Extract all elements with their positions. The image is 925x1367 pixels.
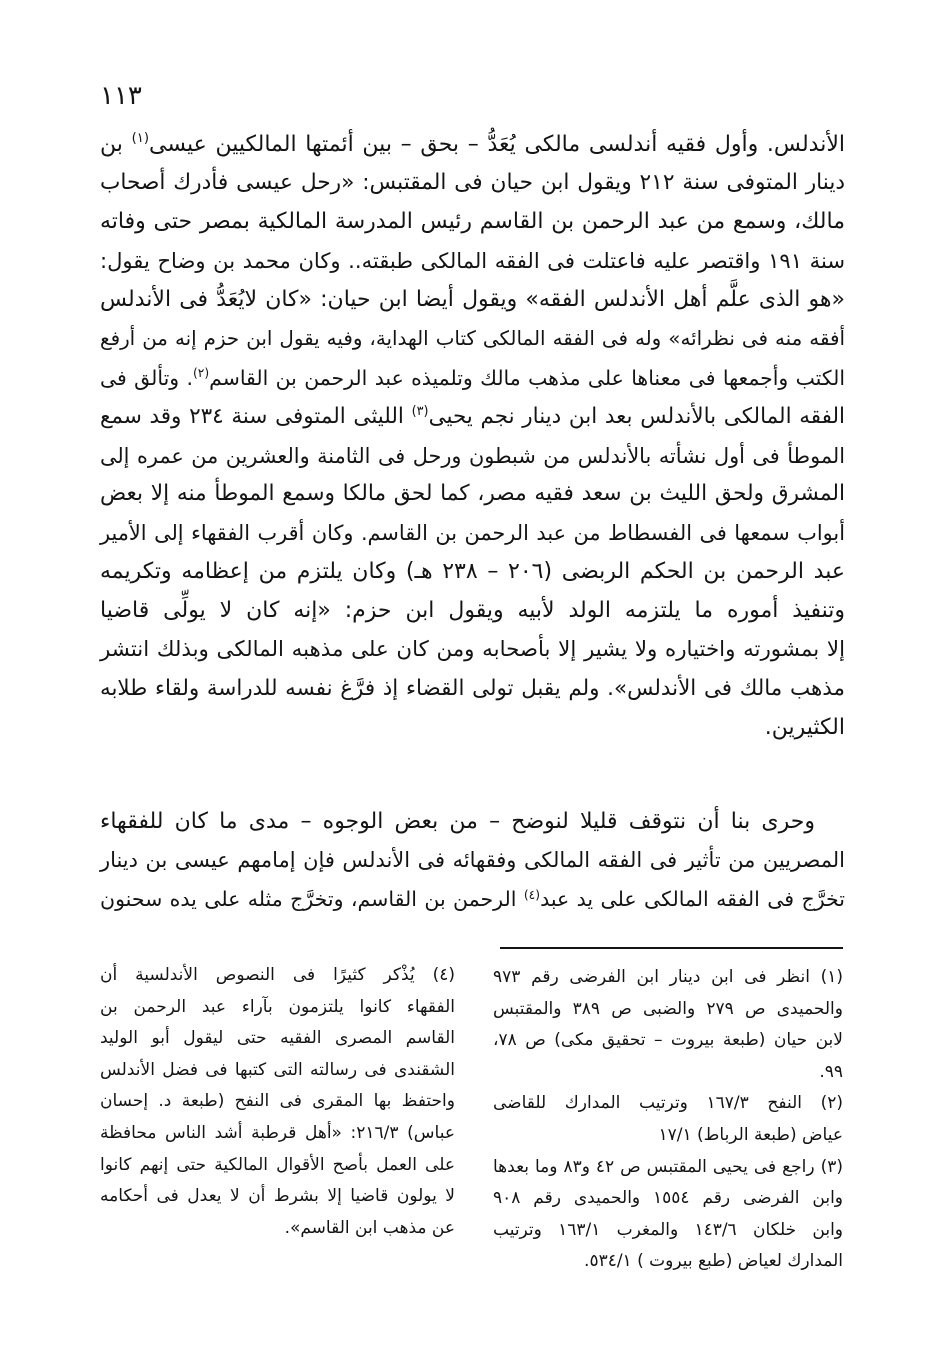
- text-line: [493, 1183, 843, 1215]
- text-run: عبد الرحمن بن الحكم الربضى (٢٠٦ – ٢٣٨ هـ) وكان يلتزم من إعظامه وتكريمه: [100, 559, 845, 585]
- text-line: [100, 203, 845, 242]
- text-run: سنة ١٩١ واقتصر عليه فاعتلت فى الفقه المالكى طبقته.. وكان محمد بن وضاح يقول:: [100, 248, 845, 274]
- text-run: الكثيرين.: [764, 714, 845, 740]
- text-line: [493, 994, 843, 1026]
- text-line: [493, 1025, 843, 1057]
- text-run: «هو الذى علَّم أهل الأندلس الفقه» ويقول أيضا ابن حيان: «كان لايُعَدُّ فى الأندلس: [100, 287, 845, 313]
- text-line: [100, 1213, 455, 1245]
- text-run: الكتب وأجمعها فى معناها على مذهب مالك وتلميذه عبد الرحمن بن القاسم: [209, 365, 845, 390]
- footnote: [493, 1088, 843, 1151]
- text-line: [100, 1086, 455, 1118]
- text-run: (١) انظر فى ابن دينار ابن الفرضى رقم ٩٧٣: [493, 967, 843, 987]
- text-run: القاسم المصرى الفقيه حتى ليقول أبو الوليد: [100, 1028, 455, 1049]
- text-line: [100, 1150, 455, 1182]
- text-line: [100, 398, 845, 437]
- text-run: تخرَّج فى الفقه المالكى على يد عبد: [540, 887, 845, 912]
- text-line: [100, 126, 845, 165]
- footnote-reference: (٣): [411, 403, 429, 419]
- text-line: [100, 359, 845, 398]
- text-line: [100, 553, 845, 592]
- text-run: والحميدى ص ٢٧٩ والضبى ص ٣٨٩ والمقتبس: [493, 998, 843, 1019]
- page-number: ١١٣: [100, 81, 142, 111]
- text-line: [100, 670, 845, 709]
- text-run: عياض (طبعة الرباط) ١٧/١: [658, 1124, 843, 1145]
- text-run: مالك، وسمع من عبد الرحمن بن القاسم رئيس المدرسة المالكية بمصر حتى وفاته: [100, 209, 845, 235]
- text-run: وابن الفرضى رقم ١٥٥٤ والحميدى رقم ٩٠٨: [493, 1188, 843, 1209]
- text-run: وابن خلكان ١٤٣/٦ والمغرب ١٦٣/١ وترتيب: [493, 1219, 843, 1240]
- text-run: وتنفيذ أموره ما يلتزمه الولد لأبيه ويقول ابن حزم: «إنه كان لا يولِّى قاضيا: [100, 598, 845, 624]
- text-run: المصريين من تأثير فى الفقه المالكى وفقهائه فى الأندلس فإن إمامهم عيسى بن دينار: [100, 848, 845, 873]
- text-run: على العمل بأصح الأقوال المالكية حتى إنهم كانوا: [100, 1154, 455, 1175]
- text-run: عباس) ٢١٦/٣: «أهل قرطبة أشد الناس محافظة: [100, 1122, 455, 1143]
- text-run: المدارك لعياض (طبع بيروت ) ٥٣٤/١.: [584, 1251, 843, 1272]
- text-line: [100, 803, 845, 842]
- text-line: [493, 1246, 843, 1278]
- text-run: دينار المتوفى سنة ٢١٢ ويقول ابن حيان فى المقتبس: «رحل عيسى فأدرك أصحاب: [100, 170, 845, 196]
- text-run: أفقه منه فى نظرائه» وله فى الفقه المالكى كتاب الهداية، وفيه يقول ابن حزم إنه من أرفع: [100, 326, 845, 350]
- text-run: الفقهاء كانوا يلتزمون بآراء عبد الرحمن بن: [100, 996, 455, 1017]
- footnotes-left-column: [100, 960, 455, 1244]
- text-run: بن: [100, 131, 132, 157]
- text-run: (٢) النفح ١٦٧/٣ وترتيب المدارك للقاضى: [493, 1093, 843, 1114]
- footnote-reference: (١): [131, 131, 149, 147]
- footnote-reference: (٤): [523, 887, 541, 902]
- footnote: [493, 1152, 843, 1278]
- text-line: [100, 164, 845, 203]
- text-run: الليثى المتوفى سنة ٢٣٤ وقد سمع: [100, 403, 412, 429]
- text-line: [100, 320, 845, 359]
- text-run: ٩٩.: [819, 1061, 843, 1082]
- footnote-separator-rule: [500, 947, 843, 949]
- text-line: [100, 437, 845, 476]
- text-line: [100, 475, 845, 514]
- text-line: [100, 960, 455, 992]
- body-paragraph-continued: [100, 126, 845, 748]
- footnote-reference: (٢): [193, 366, 210, 381]
- text-run: إلا بمشورته واختياره ولا يشير إلا بأصحابه ومن كان على مذهبه المالكى وبذلك انتشر: [100, 636, 845, 662]
- text-line: [493, 962, 843, 994]
- text-line: [100, 1118, 455, 1150]
- footnotes-right-column: [493, 962, 843, 1278]
- text-line: [100, 1023, 455, 1055]
- text-line: [493, 1120, 843, 1152]
- text-line: [493, 1215, 843, 1247]
- text-line: [100, 242, 845, 281]
- text-line: [100, 992, 455, 1024]
- text-run: أبواب سمعها فى الفسطاط من عبد الرحمن بن القاسم. وكان أقرب الفقهاء إلى الأمير: [100, 521, 845, 546]
- text-line: [493, 1152, 843, 1184]
- text-line: [100, 841, 845, 880]
- text-run: الفقه المالكى بالأندلس بعد ابن دينار نجم يحيى: [428, 403, 845, 429]
- text-run: لابن حيان (طبعة بيروت – تحقيق مكى) ص ٧٨،: [493, 1030, 843, 1051]
- text-run: لا يولون قاضيا إلا بشرط أن لا يعدل فى أحكامه: [100, 1186, 455, 1207]
- text-run: . وتألق فى: [100, 365, 193, 390]
- text-run: الرحمن بن القاسم، وتخرَّج مثله على يده سحنون: [100, 887, 524, 912]
- text-run: الشقندى فى رسالته التى كتبها فى فضل الأندلس: [100, 1059, 455, 1080]
- text-line: [100, 709, 845, 748]
- text-line: [100, 1181, 455, 1213]
- text-run: مذهب مالك فى الأندلس». ولم يقبل تولى القضاء إذ فرَّغ نفسه للدراسة ولقاء طلابه: [100, 675, 845, 701]
- text-run: واحتفظ بها المقرى فى النفح (طبعة د. إحسان: [100, 1091, 455, 1112]
- text-line: [493, 1088, 843, 1120]
- text-run: وحرى بنا أن نتوقف قليلا لنوضح – من بعض الوجوه – مدى ما كان للفقهاء: [100, 808, 815, 834]
- text-line: [100, 514, 845, 553]
- text-run: الأندلس. وأول فقيه أندلسى مالكى يُعَدُّ – بحق – بين أئمتها المالكيين عيسى: [149, 131, 845, 157]
- text-line: [100, 281, 845, 320]
- text-run: عن مذهب ابن القاسم».: [284, 1217, 455, 1238]
- footnote: [100, 960, 455, 1244]
- text-line: [100, 880, 845, 919]
- text-run: (٣) راجع فى يحيى المقتبس ص ٤٢ و٨٣ وما بعدها: [493, 1156, 843, 1177]
- text-line: [100, 631, 845, 670]
- text-line: [100, 592, 845, 631]
- text-line: [493, 1057, 843, 1089]
- text-run: (٤) يُذْكر كثيرًا فى النصوص الأندلسية أن: [100, 965, 455, 985]
- text-line: [100, 1055, 455, 1087]
- text-run: الموطأ فى أول نشأته بالأندلس من شبطون ورحل فى الثامنة والعشرين من عمره إلى: [100, 443, 845, 468]
- footnote: [493, 962, 843, 1088]
- text-run: المشرق ولحق الليث بن سعد فقيه مصر، كما لحق مالكا وسمع الموطأ منه إلا بعض: [100, 481, 845, 507]
- body-paragraph: [100, 803, 845, 920]
